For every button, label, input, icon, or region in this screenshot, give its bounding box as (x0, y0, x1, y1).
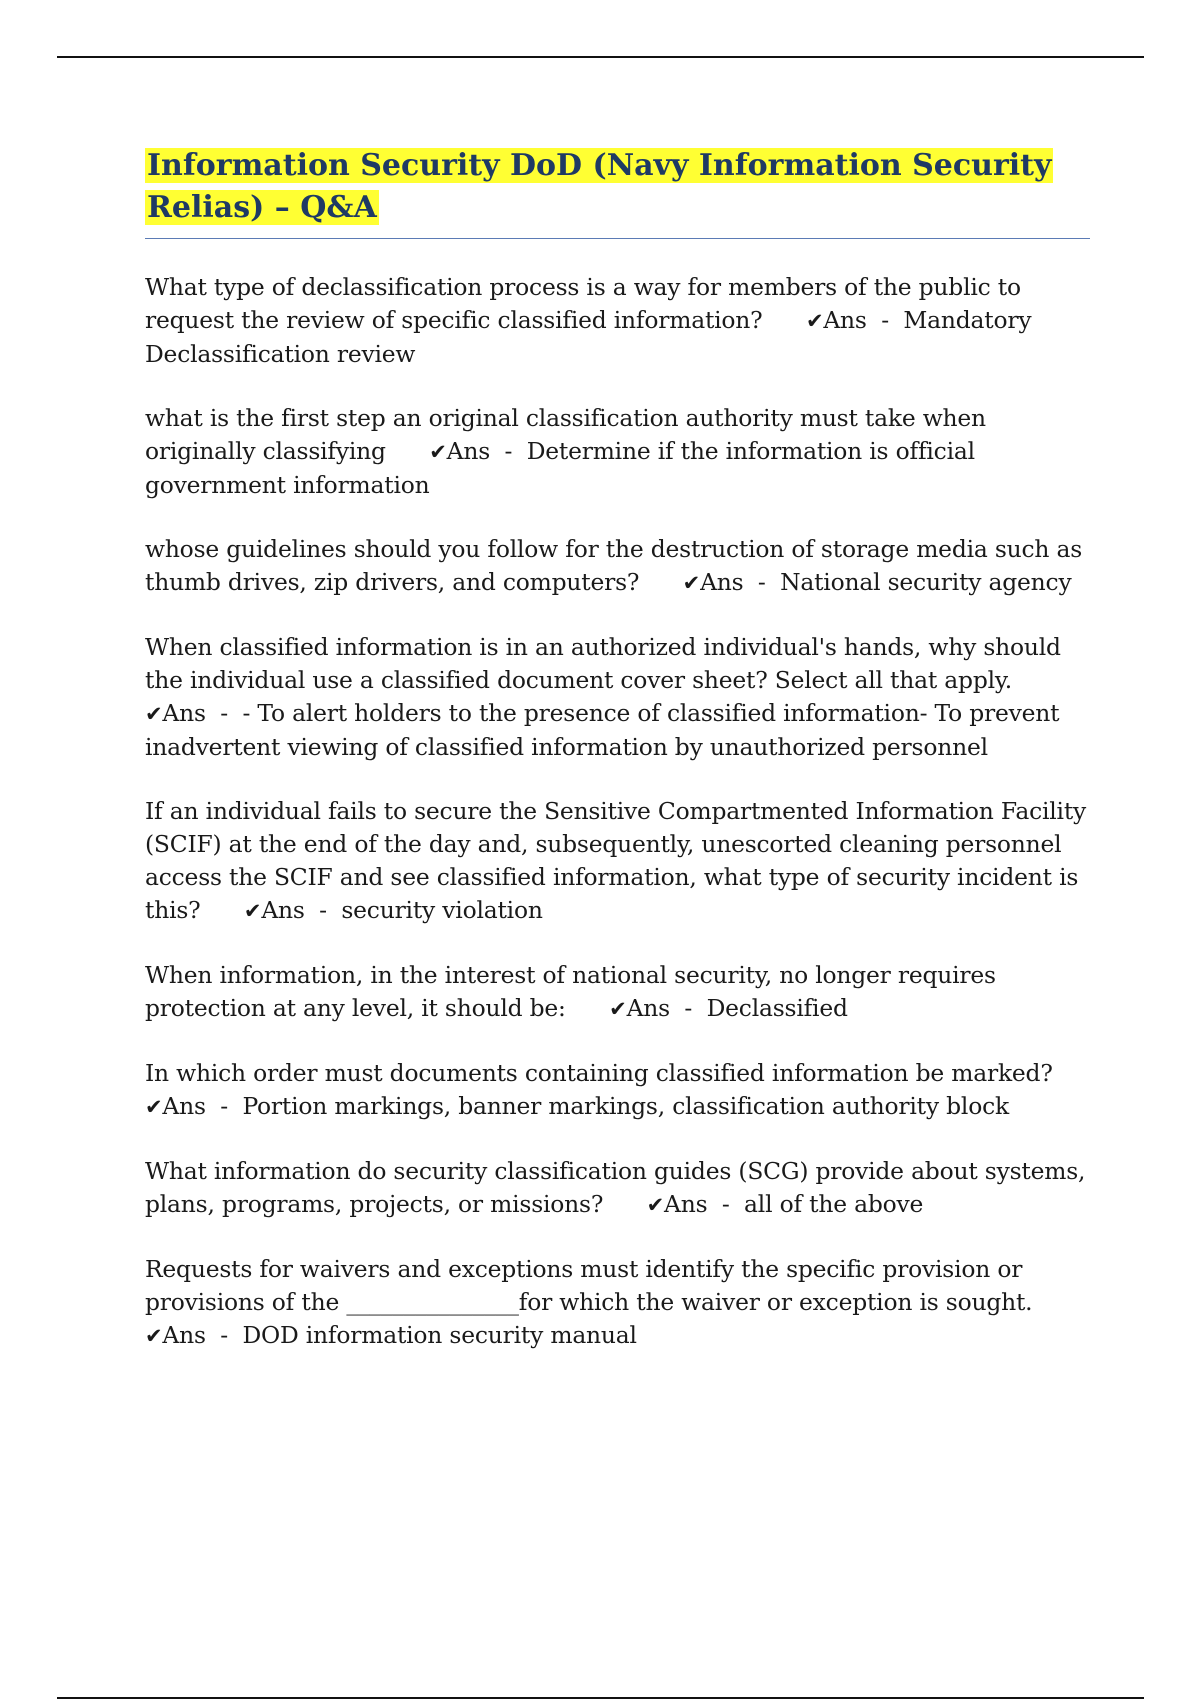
qa-item: What type of declassification process is a way for members of the public to request the review of specific classified information? ✔Ans - Mandatory Declassification review (145, 273, 1032, 368)
checkmark-icon: ✔ (805, 309, 824, 333)
answer-label: Ans (700, 568, 744, 596)
question-text: If an individual fails to secure the Sensitive Compartmented Information Facility (SCIF) at the end of the day and, subsequently, unescorted cleaning personnel access the SCIF and see classified information, what type of security incident is this? (145, 797, 1087, 924)
title-underline (145, 238, 1090, 239)
question-text: Requests for waivers and exceptions must identify the specific provision or provisions of the _______________for which the waiver or exception is sought. (145, 1255, 1033, 1316)
answer-text: Mandatory Declassification review (145, 306, 1032, 368)
checkmark-icon: ✔ (429, 440, 447, 464)
qa-item: whose guidelines should you follow for the destruction of storage media such as thumb drives, zip drivers, and computers? ✔Ans - National security agency (145, 535, 1083, 596)
answer-text: security violation (341, 896, 543, 924)
checkmark-icon: ✔ (609, 997, 627, 1021)
checkmark-icon: ✔ (646, 1193, 665, 1217)
qa-list (145, 271, 1090, 1353)
qa-item: Requests for waivers and exceptions must identify the specific provision or provisions of the _______________for which the waiver or exception is sought. ✔Ans - DOD information security manual (145, 1255, 1033, 1349)
qa-item: what is the first step an original classification authority must take when originally classifying ✔Ans - Determine if the information is official government information (145, 404, 986, 499)
title-highlight: Information Security DoD (Navy Information Security Relias) – Q&A (147, 148, 1052, 225)
document-title (145, 145, 1090, 229)
answer-label: Ans (626, 994, 670, 1022)
qa-item: When information, in the interest of national security, no longer requires protection at any level, it should be: ✔Ans - Declassified (145, 961, 996, 1022)
question-text: whose guidelines should you follow for the destruction of storage media such as thumb drives, zip drivers, and computers? (145, 535, 1083, 596)
answer-text: National security agency (780, 568, 1072, 596)
answer-text: DOD information security manual (242, 1321, 637, 1349)
checkmark-icon: ✔ (243, 899, 262, 923)
answer-label: Ans (823, 306, 867, 334)
answer-label: Ans (261, 896, 305, 924)
question-text: What type of declassification process is a way for members of the public to request the review of specific classified information? (145, 273, 1021, 334)
qa-item: If an individual fails to secure the Sensitive Compartmented Information Facility (SCIF) at the end of the day and, subsequently, unescorted cleaning personnel access the SCIF and see classified information, what type of security incident is this? ✔Ans - security violation (145, 797, 1087, 924)
qa-item: When classified information is in an authorized individual's hands, why should the individual use a classified document cover sheet? Select all that apply. ✔Ans - - To alert holders to the presence of classified information- To prevent inadvertent viewing of classified information by unauthorized personnel (145, 633, 1061, 761)
checkmark-icon: ✔ (145, 1095, 163, 1119)
answer-text: - To alert holders to the presence of classified information- To prevent inadvertent viewing of classified information by unauthorized personnel (145, 699, 1060, 761)
answer-text: Determine if the information is official government information (145, 437, 975, 499)
answer-label: Ans (162, 1092, 206, 1120)
answer-label: Ans (162, 699, 206, 727)
answer-text: all of the above (744, 1190, 924, 1218)
qa-item: What information do security classification guides (SCG) provide about systems, plans, programs, projects, or missions? ✔Ans - all of the above (145, 1157, 1086, 1218)
answer-text: Declassified (706, 994, 848, 1022)
question-text: What information do security classification guides (SCG) provide about systems, plans, programs, projects, or missions? (145, 1157, 1086, 1218)
checkmark-icon: ✔ (145, 1324, 163, 1348)
question-text: When information, in the interest of national security, no longer requires protection at any level, it should be: (145, 961, 996, 1022)
answer-label: Ans (446, 437, 491, 465)
qa-item: In which order must documents containing classified information be marked? ✔Ans - Portion markings, banner markings, classification authority block (145, 1059, 1053, 1120)
question-text: In which order must documents containing classified information be marked? (145, 1059, 1053, 1087)
answer-label: Ans (664, 1190, 708, 1218)
answer-text: Portion markings, banner markings, classification authority block (242, 1092, 1009, 1120)
question-text: When classified information is in an authorized individual's hands, why should the individual use a classified document cover sheet? Select all that apply. (145, 633, 1061, 694)
checkmark-icon: ✔ (145, 702, 163, 726)
header-rule (57, 56, 1144, 58)
document-body (145, 145, 1090, 1353)
answer-label: Ans (162, 1321, 206, 1349)
checkmark-icon: ✔ (682, 571, 701, 595)
footer-rule (57, 1697, 1144, 1699)
question-text: what is the first step an original classification authority must take when originally classifying (145, 404, 986, 465)
